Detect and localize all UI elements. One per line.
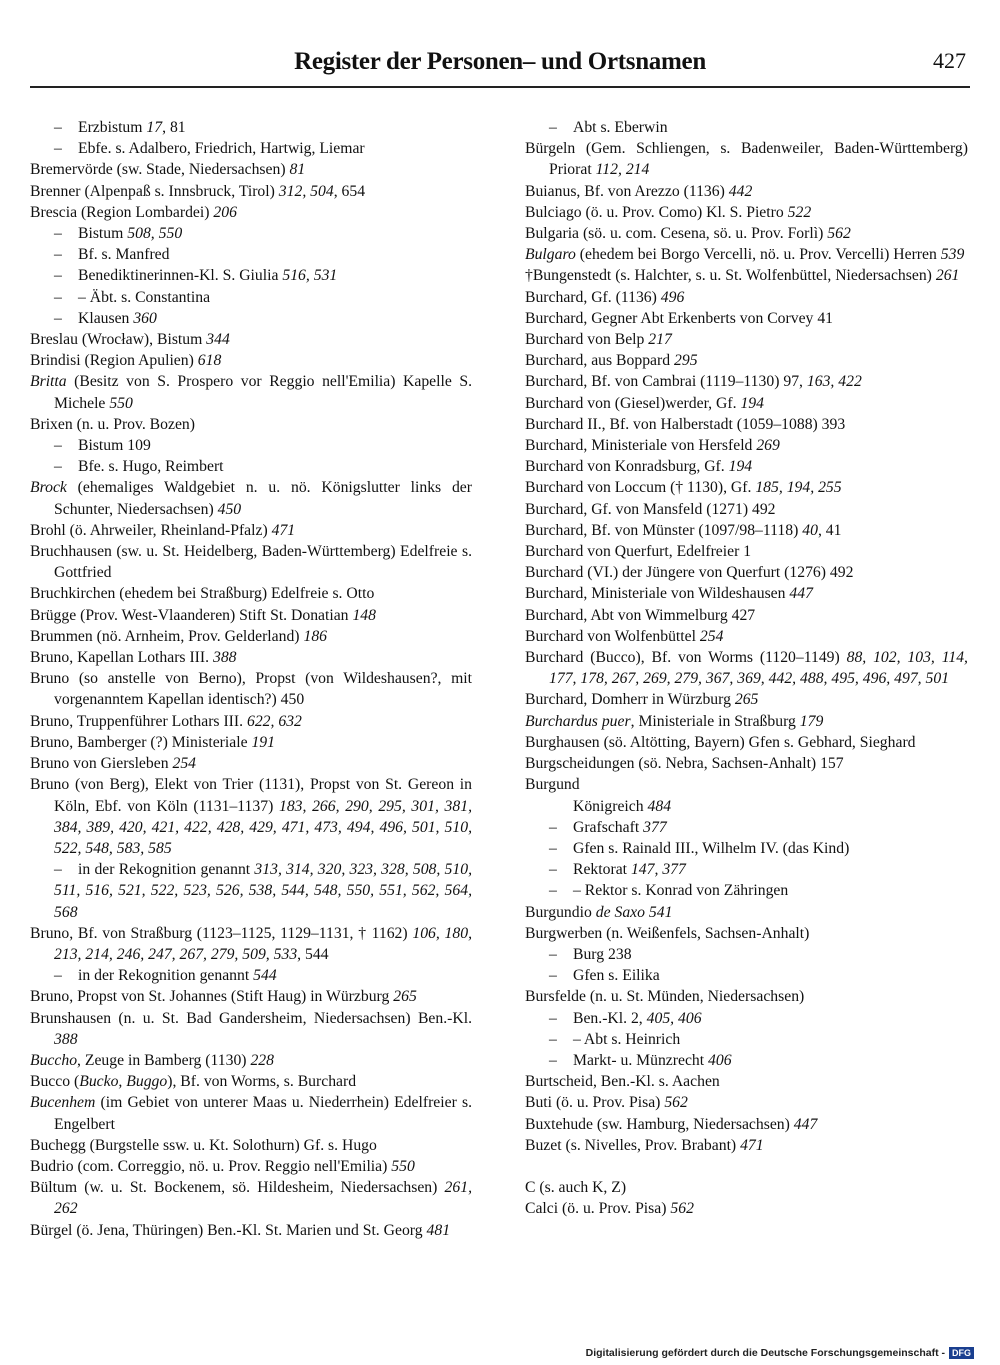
index-subentry: – Gfen s. Rainald III., Wilhelm IV. (das Kind) [549, 839, 850, 857]
index-entry: Bucenhem (im Gebiet von unterer Maas u. Niederrhein) Edelfreier s. Engelbert [30, 1094, 472, 1133]
index-entry: Burchard, Ministeriale von Hersfeld 269 [525, 437, 780, 455]
index-entry: Bulciago (ö. u. Prov. Como) Kl. S. Pietro 522 [525, 203, 812, 221]
dfg-logo: DFG [949, 1347, 974, 1359]
index-entry: Burgscheidungen (sö. Nebra, Sachsen-Anhalt) 157 [525, 755, 844, 773]
index-entry: Burchard von Loccum († 1130), Gf. 185, 194, 255 [525, 479, 842, 497]
index-entry: Breslau (Wrocław), Bistum 344 [30, 331, 230, 349]
index-subentry: – Ebfe. s. Adalbero, Friedrich, Hartwig, Liemar [54, 140, 365, 158]
index-entry: Buti (ö. u. Prov. Pisa) 562 [525, 1094, 688, 1112]
index-entry: Bruno, Bf. von Straßburg (1123–1125, 1129–1131, † 1162) 106, 180, 213, 214, 246, 247, 267, 279, 509, 533, 544 [30, 924, 473, 963]
funding-footer [586, 1347, 974, 1359]
index-entry: Burchard von Belp 217 [525, 331, 672, 349]
index-entry: Brescia (Region Lombardei) 206 [30, 203, 237, 221]
index-entry: Buianus, Bf. von Arezzo (1136) 442 [525, 182, 753, 200]
index-entry: Brügge (Prov. West-Vlaanderen) Stift St. Donatian 148 [30, 606, 376, 624]
index-subentry: – Klausen 360 [54, 309, 157, 327]
index-subentry: – Bfe. s. Hugo, Reimbert [54, 458, 224, 476]
index-entry: Bruno von Giersleben 254 [30, 755, 196, 773]
index-subentry: – in der Rekognition genannt 544 [54, 967, 277, 985]
index-entry: Brindisi (Region Apulien) 618 [30, 352, 222, 370]
index-entry: Bruno, Truppenführer Lothars III. 622, 632 [30, 712, 302, 730]
index-entry: Britta (Besitz von S. Prospero vor Reggio nell'Emilia) Kapelle S. Michele 550 [30, 373, 472, 412]
index-entry: Bruno (so anstelle von Berno), Propst (von Wildeshausen?, mit vorgenanntem Kapellan identisch?) 450 [30, 670, 472, 709]
index-subentry: – Bf. s. Manfred [54, 246, 170, 264]
index-subentry: – in der Rekognition genannt 313, 314, 320, 323, 328, 508, 510, 511, 516, 521, 522, 523, 526, 538, 544, 548, 550, 551, 562, 564, 568 [54, 861, 472, 921]
index-entry: Bulgaria (sö. u. com. Cesena, sö. u. Prov. Forlì) 562 [525, 225, 851, 243]
index-entry: Bürgeln (Gem. Schliengen, s. Badenweiler, Baden-Württemberg) Priorat 112, 214 [525, 140, 968, 179]
page-title: Register der Personen– und Ortsnamen [294, 48, 706, 75]
index-entry: Burchard, Gf. (1136) 496 [525, 288, 685, 306]
index-entry: Burchard, Bf. von Cambrai (1119–1130) 97, 163, 422 [525, 373, 862, 391]
index-entry: C (s. auch K, Z) [525, 1178, 627, 1196]
index-subentry: – – Äbt. s. Constantina [54, 288, 211, 306]
index-entry: Buchegg (Burgstelle ssw. u. Kt. Solothurn) Gf. s. Hugo [30, 1136, 377, 1154]
index-entry: Burgund [525, 776, 580, 794]
index-subentry: – Gfen s. Eilika [549, 967, 660, 985]
index-entry: Burchard, Ministeriale von Wildeshausen 447 [525, 585, 813, 603]
index-entry: Brohl (ö. Ahrweiler, Rheinland-Pfalz) 471 [30, 521, 296, 539]
index-subentry: – Benediktinerinnen-Kl. S. Giulia 516, 531 [54, 267, 338, 285]
index-subentry: – Rektorat 147, 377 [549, 861, 686, 879]
index-entry: Brummen (nö. Arnheim, Prov. Gelderland) 186 [30, 627, 327, 645]
index-entry: †Bungenstedt (s. Halchter, s. u. St. Wolfenbüttel, Niedersachsen) 261 [525, 267, 960, 285]
index-subentry: – Erzbistum 17, 81 [54, 119, 186, 136]
index-entry: Bruno, Bamberger (?) Ministeriale 191 [30, 733, 275, 751]
index-entry: Burchard von Querfurt, Edelfreier 1 [525, 543, 752, 561]
index-entry: Burchard, aus Boppard 295 [525, 352, 698, 370]
index-entry: Calci (ö. u. Prov. Pisa) 562 [525, 1200, 694, 1218]
index-entry: Burchard, Domherr in Würzburg 265 [525, 691, 759, 709]
index-entry: Bucco (Bucko, Buggo), Bf. von Worms, s. Burchard [30, 1073, 357, 1091]
index-subentry: Königreich 484 [573, 797, 672, 815]
index-entry: Bulgaro (ehedem bei Borgo Vercelli, nö. u. Prov. Vercelli) Herren 539 [525, 246, 965, 264]
index-entry: Bruno (von Berg), Elekt von Trier (1131), Propst von St. Gereon in Köln, Ebf. von Köln (1131–1137) 183, 266, 290, 295, 301, 381, 384, 389, 420, 421, 422, 428, 429, 471, 473, 494, 496, 501, 510, 522, 548, 583, 585 [30, 776, 473, 857]
index-column-right [525, 117, 968, 1219]
index-entry: Brenner (Alpenpaß s. Innsbruck, Tirol) 312, 504, 654 [30, 182, 366, 200]
index-entry: Brock (ehemaliges Waldgebiet n. u. nö. Königslutter links der Schunter, Niedersachsen) 450 [30, 479, 472, 518]
index-entry: Bursfelde (n. u. St. Münden, Niedersachsen) [525, 988, 805, 1006]
page-number: 427 [933, 48, 966, 73]
index-entry: Bruno, Kapellan Lothars III. 388 [30, 649, 237, 667]
index-entry: Bruchhausen (sw. u. St. Heidelberg, Baden-Württemberg) Edelfreie s. Gottfried [30, 543, 472, 582]
index-entry: Burchard, Bf. von Münster (1097/98–1118) 40, 41 [525, 521, 842, 539]
index-entry: Burchard, Gegner Abt Erkenberts von Corvey 41 [525, 309, 834, 327]
index-entry: Buccho, Zeuge in Bamberg (1130) 228 [30, 1051, 274, 1069]
index-entry: Burchard von (Giesel)werder, Gf. 194 [525, 394, 764, 412]
index-entry: Burchard (VI.) der Jüngere von Querfurt (1276) 492 [525, 564, 854, 582]
index-entry: Bremervörde (sw. Stade, Niedersachsen) 81 [30, 161, 306, 179]
index-entry: Burchard von Konradsburg, Gf. 194 [525, 458, 753, 476]
index-entry: Bruchkirchen (ehedem bei Straßburg) Edelfreie s. Otto [30, 585, 375, 603]
index-entry: Burchard von Wolfenbüttel 254 [525, 627, 724, 645]
index-entry: Burchardus puer, Ministeriale in Straßburg 179 [525, 712, 824, 730]
index-entry: Burchard II., Bf. von Halberstadt (1059–1088) 393 [525, 415, 846, 433]
index-subentry: – Abt s. Eberwin [549, 119, 668, 136]
index-subentry: – – Rektor s. Konrad von Zähringen [549, 882, 789, 900]
index-entry: Bruno, Propst von St. Johannes (Stift Haug) in Würzburg 265 [30, 988, 417, 1006]
index-subentry: – Bistum 109 [54, 437, 151, 455]
index-entry: Bültum (w. u. St. Bockenem, sö. Hildesheim, Niedersachsen) 261, 262 [30, 1179, 472, 1218]
footer-text: Digitalisierung gefördert durch die Deutsche Forschungsgemeinschaft - [585, 1347, 945, 1359]
index-entry: Burgwerben (n. Weißenfels, Sachsen-Anhalt) [525, 924, 810, 942]
index-entry: Buzet (s. Nivelles, Prov. Brabant) 471 [525, 1136, 764, 1154]
index-entry: Bürgel (ö. Jena, Thüringen) Ben.-Kl. St. Marien und St. Georg 481 [30, 1221, 451, 1239]
index-subentry: – Ben.-Kl. 2, 405, 406 [549, 1009, 702, 1027]
index-entry: Buxtehude (sw. Hamburg, Niedersachsen) 447 [525, 1115, 818, 1133]
index-entry: Burchard (Bucco), Bf. von Worms (1120–1149) 88, 102, 103, 114, 177, 178, 267, 269, 279, 367, 369, 442, 488, 495, 496, 497, 501 [525, 649, 968, 688]
index-subentry: – Markt- u. Münzrecht 406 [549, 1051, 732, 1069]
index-subentry: – Bistum 508, 550 [54, 225, 183, 243]
index-column-left [30, 117, 472, 1241]
index-entry: Budrio (com. Correggio, nö. u. Prov. Reggio nell'Emilia) 550 [30, 1157, 415, 1175]
index-subentry: – Burg 238 [549, 945, 632, 963]
index-subentry: – Grafschaft 377 [549, 818, 667, 836]
index-entry: Burchard, Gf. von Mansfeld (1271) 492 [525, 500, 776, 518]
index-subentry: – – Abt s. Heinrich [549, 1030, 681, 1048]
index-entry: Burchard, Abt von Wimmelburg 427 [525, 606, 756, 624]
index-entry: Burghausen (sö. Altötting, Bayern) Gfen s. Gebhard, Sieghard [525, 733, 916, 751]
page-header [30, 44, 970, 84]
index-entry: Burgundio de Saxo 541 [525, 903, 673, 921]
index-entry: Brixen (n. u. Prov. Bozen) [30, 415, 195, 433]
index-entry: Brunshausen (n. u. St. Bad Gandersheim, Niedersachsen) Ben.-Kl. 388 [30, 1009, 472, 1048]
header-rule [30, 86, 970, 88]
index-entry: Burtscheid, Ben.-Kl. s. Aachen [525, 1073, 720, 1091]
